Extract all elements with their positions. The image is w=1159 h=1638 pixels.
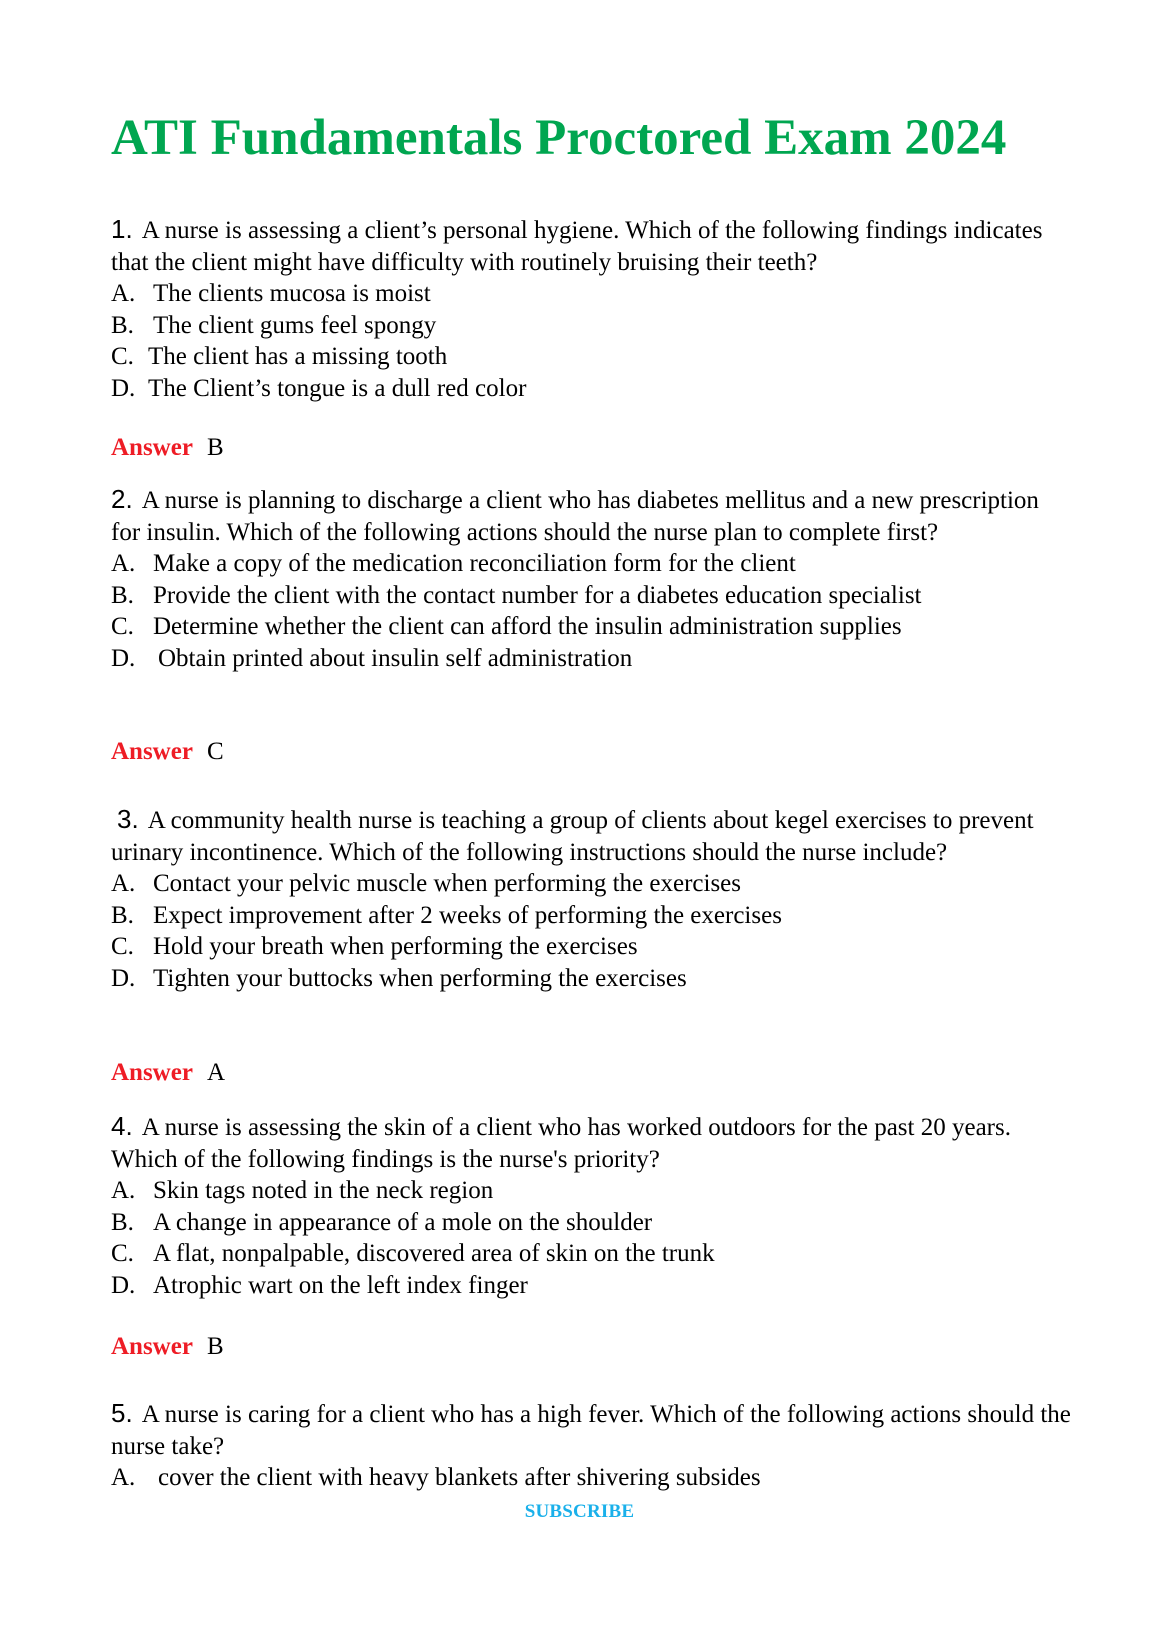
question-text: A nurse is caring for a client who has a high fever. Which of the following actions should the nurse take?	[111, 1401, 1071, 1460]
option-b	[111, 900, 1071, 932]
option-b	[111, 310, 1071, 342]
option-text: Make a copy of the medication reconciliation form for the client	[153, 550, 796, 577]
option-text: Obtain printed about insulin self administration	[158, 644, 633, 672]
option-text: Contact your pelvic muscle when performing the exercises	[153, 870, 742, 897]
question-text: A community health nurse is teaching a group of clients about kegel exercises to prevent urinary incontinence. Which of the following instructions should the nurse include?	[111, 807, 1034, 866]
question-5	[111, 1398, 1071, 1494]
option-letter: A.	[111, 280, 136, 307]
option-text: A change in appearance of a mole on the shoulder	[153, 1208, 653, 1236]
answer-2	[111, 736, 224, 768]
option-c	[111, 931, 1071, 963]
option-letter: B.	[111, 1208, 134, 1236]
option-c	[111, 341, 1071, 373]
answer-3	[111, 1057, 225, 1089]
question-number: 1.	[111, 214, 133, 244]
option-letter: A.	[111, 1177, 136, 1204]
option-text: Hold your breath when performing the exercises	[153, 933, 638, 960]
option-letter: B.	[111, 581, 134, 609]
question-3	[111, 804, 1071, 994]
question-number: 3.	[117, 804, 139, 834]
question-2	[111, 484, 1071, 674]
option-a	[111, 278, 1071, 310]
question-stem	[111, 214, 1071, 278]
option-letter: B.	[111, 901, 134, 929]
answer-value: A	[206, 1059, 225, 1086]
option-text: Atrophic wart on the left index finger	[153, 1271, 528, 1299]
answer-value: B	[206, 1333, 224, 1360]
option-text: The client gums feel spongy	[153, 311, 437, 339]
option-text: Determine whether the client can afford the insulin administration supplies	[153, 613, 902, 640]
option-text: Tighten your buttocks when performing the exercises	[153, 964, 687, 992]
option-letter: A.	[111, 870, 136, 897]
option-a	[111, 1462, 1071, 1494]
question-text: A nurse is assessing a client’s personal hygiene. Which of the following findings indicates that the client might have difficulty with routinely bruising their teeth?	[111, 217, 1043, 276]
option-text: The client has a missing tooth	[148, 343, 448, 370]
question-text: A nurse is assessing the skin of a client who has worked outdoors for the past 20 years. Which of the following findings is the nurse's priority?	[111, 1114, 1011, 1173]
option-d	[111, 963, 1071, 995]
question-stem	[111, 1398, 1071, 1462]
option-b	[111, 1207, 1071, 1239]
question-stem	[111, 484, 1071, 548]
question-number: 2.	[111, 484, 133, 514]
option-text: Skin tags noted in the neck region	[153, 1177, 494, 1204]
question-number: 5.	[111, 1398, 133, 1428]
option-letter: D.	[111, 374, 136, 402]
option-text: Provide the client with the contact number for a diabetes education specialist	[153, 581, 922, 609]
option-a	[111, 868, 1071, 900]
answer-value: C	[206, 738, 224, 765]
question-stem	[111, 804, 1071, 868]
question-number: 4.	[111, 1111, 133, 1141]
option-letter: C.	[111, 1240, 134, 1267]
option-letter: A.	[111, 550, 136, 577]
question-1	[111, 214, 1071, 404]
option-a	[111, 548, 1071, 580]
answer-label: Answer	[111, 738, 193, 765]
option-letter: C.	[111, 933, 134, 960]
option-letter: D.	[111, 1271, 136, 1299]
option-text: The clients mucosa is moist	[153, 280, 431, 307]
question-text: A nurse is planning to discharge a client who has diabetes mellitus and a new prescription for insulin. Which of the following actions should the nurse plan to complete first?	[111, 487, 1039, 546]
option-b	[111, 580, 1071, 612]
option-letter: D.	[111, 964, 136, 992]
question-4	[111, 1111, 1071, 1301]
option-letter: B.	[111, 311, 134, 339]
answer-1	[111, 432, 224, 464]
option-d	[111, 373, 1071, 405]
option-text: The Client’s tongue is a dull red color	[148, 374, 527, 402]
option-d	[111, 1270, 1071, 1302]
option-letter: C.	[111, 613, 134, 640]
answer-4	[111, 1331, 224, 1363]
option-text: Expect improvement after 2 weeks of performing the exercises	[153, 901, 782, 929]
option-letter: A.	[111, 1464, 136, 1491]
answer-label: Answer	[111, 1059, 193, 1086]
option-text: cover the client with heavy blankets after shivering subsides	[158, 1464, 761, 1491]
answer-value: B	[206, 434, 224, 461]
option-c	[111, 1238, 1071, 1270]
subscribe-link[interactable]: SUBSCRIBE	[524, 1501, 635, 1522]
option-a	[111, 1175, 1071, 1207]
option-text: A flat, nonpalpable, discovered area of skin on the trunk	[153, 1240, 715, 1267]
option-c	[111, 611, 1071, 643]
option-d	[111, 643, 1071, 675]
option-letter: D.	[111, 644, 136, 672]
answer-label: Answer	[111, 434, 193, 461]
answer-label: Answer	[111, 1333, 193, 1360]
question-stem	[111, 1111, 1071, 1175]
option-letter: C.	[111, 343, 134, 370]
page-title: ATI Fundamentals Proctored Exam 2024	[111, 110, 1007, 166]
